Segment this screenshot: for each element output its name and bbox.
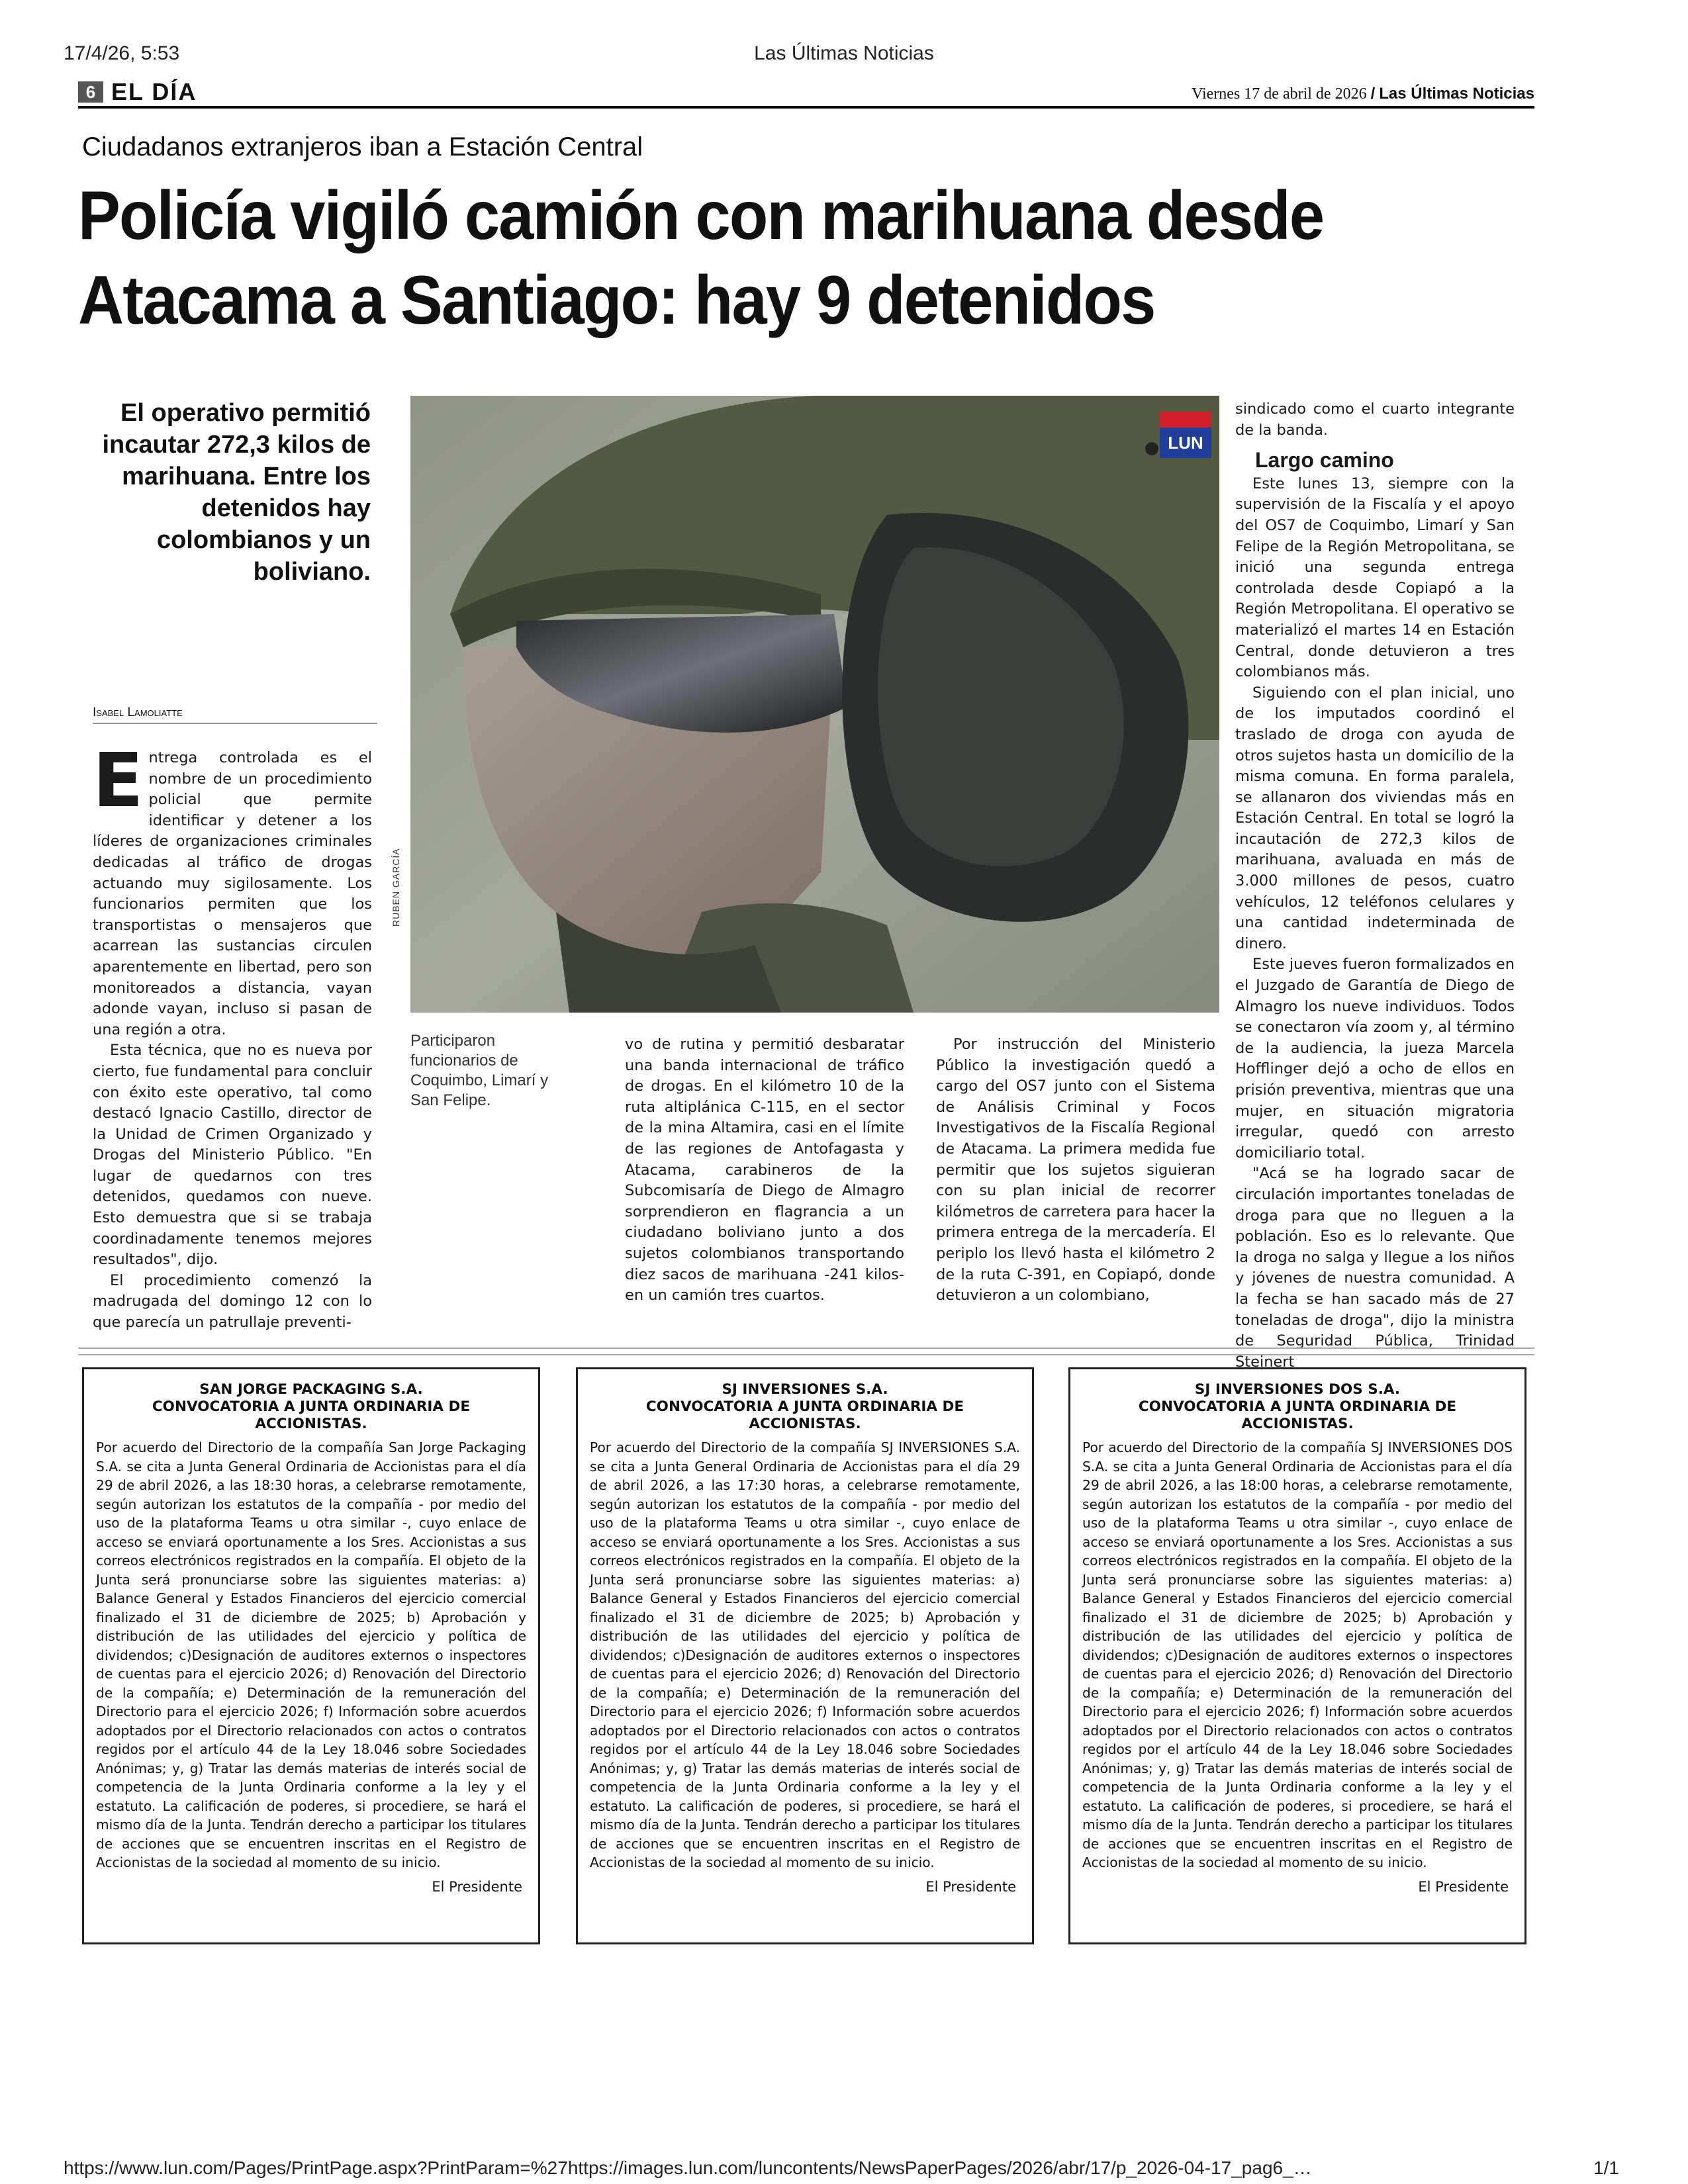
notice-signature: El Presidente — [432, 1878, 522, 1895]
section-name: EL DÍA — [111, 78, 197, 105]
headline-line-1: Policía vigiló camión con marihuana desde — [78, 177, 1324, 254]
header-rule — [78, 106, 1534, 109]
paragraph-3: El procedimiento comenzó la madrugada del domingo 12 con lo que parecía un patrullaje preventi- — [93, 1271, 372, 1332]
article-column-4 — [1235, 399, 1515, 1373]
paragraph-5: Por instrucción del Ministerio Público la investigación quedó a cargo del OS7 junto con el Sistema de Análisis Criminal y Focos Investigativos de la Fiscalía Regional de Atacama. La primera medida fue permitir que los sujetos siguieran con su plan inicial de recorrer kilómetros de carretera para hacer la primera entrega de la mercadería. El periplo los llevó hasta el kilómetro 2 de la ruta C-391, en Copiapó, donde detuvieron a un colombiano, — [936, 1036, 1215, 1304]
subheading: Largo camino — [1255, 448, 1394, 473]
article-lead: El operativo permitió incautar 272,3 kilos de marihuana. Entre los detenidos hay colombianos y un boliviano. — [102, 399, 371, 586]
notice-signature: El Presidente — [1418, 1878, 1509, 1895]
lun-logo — [1160, 412, 1219, 465]
notice-body: Por acuerdo del Directorio de la compañía SJ INVERSIONES DOS S.A. se cita a Junta General Ordinaria de Accionistas para el día 29 de abril 2026, a las 18:00 horas, a celebrarse remotamente, según autorizan los estatutos de la compañía - por medio del uso de la plataforma Teams u otra similar -, cuyo enlace de acceso se enviará oportunamente a los Sres. Accionistas a sus correos electrónicos registrados en la compañía. El objeto de la Junta será pronunciarse sobre las siguientes materias: a) Balance General y Estados Financieros del ejercicio comercial finalizado el 31 de diciembre de 2025; b) Aprobación y distribución de las utilidades del ejercicio y política de dividendos; c)Designación de auditores externos o inspectores de cuentas para el ejercicio 2026; d) Renovación del Directorio de la compañía; e) Determinación de la remuneración del Directorio para el ejercicio 2026; f) Información sobre acuerdos adoptados por el Directorio relacionados con actos o contratos regidos por el artículo 44 de la Ley 18.046 sobre Sociedades Anónimas; y, g) Tratar las demás materias de interés social de competencia de la Junta Ordinaria conforme a la ley y el estatuto. La calificación de poderes, si procediere, se hará el mismo día de la Junta. Tendrán derecho a participar los titulares de acciones que se encuentren inscritas en el Registro de Accionistas de la sociedad al momento de su inicio. — [1082, 1439, 1513, 1870]
page-number: 6 — [78, 81, 103, 103]
article-column-3 — [936, 1034, 1215, 1306]
paragraph-1-text: ntrega controlada es el nombre de un procedimiento policial que permite identificar y detener a los líderes de organizaciones criminales dedicadas al tráfico de drogas actuando muy sigilosamente. Los funcionarios permiten que los transportistas o mensajeros que acarrean las sustancias circulen aparentemente en libertad, pero son monitoreados a distancia, vayan adonde vayan, incluso si pasan de una región a otra. — [93, 749, 372, 1038]
photo-credit: RUBEN GARCÍA — [391, 848, 401, 927]
paragraph-8: Siguiendo con el plan inicial, uno de los imputados coordinó el traslado de droga con ayuda de otros sujetos hasta un domicilio de la misma comuna. En forma paralela, se allanaron dos viviendas más en Estación Central. En total se logró la incautación de 272,3 kilos de marihuana, avaluada en más de 3.000 millones de pesos, cuatro vehículos, 12 teléfonos celulares y una cantidad indeterminada de dinero. — [1235, 684, 1515, 952]
paragraph-7: Este lunes 13, siempre con la supervisión de la Fiscalía y el apoyo del OS7 de Coquimbo, Limarí y San Felipe de la Región Metropolitana, se inició una segunda entrega controlada desde Copiapó a la Región Metropolitana. El operativo se materializó el martes 14 en Estación Central, donde detuvieron a tres colombianos más. — [1235, 475, 1515, 681]
soldier-photo-illustration — [410, 396, 1219, 1013]
article-column-2 — [625, 1034, 904, 1306]
notice-company: SJ INVERSIONES S.A. — [722, 1381, 888, 1398]
byline: Isabel Lamoliatte — [93, 705, 377, 724]
print-url: https://www.lun.com/Pages/PrintPage.aspx?PrintParam=%27https://images.lun.com/luncontents/NewsPaperPages/2026/abr/17/p_2026-04-17_pag6_… — [64, 2158, 1312, 2178]
notice-title: CONVOCATORIA A JUNTA ORDINARIA DE ACCIONISTAS. — [1138, 1398, 1457, 1432]
notice-company: SAN JORGE PACKAGING S.A. — [199, 1381, 423, 1398]
photo-caption: Participaron funcionarios de Coquimbo, Limarí y San Felipe. — [410, 1032, 549, 1109]
paragraph-4: vo de rutina y permitió desbaratar una banda internacional de tráfico de drogas. En el kilómetro 10 de la ruta altiplánica C-115, en el sector de la mina Altamira, casi en el límite de las regiones de Antofagasta y Atacama, carabineros de la Subcomisaría de Diego de Almagro sorprendieron en flagrancia a un ciudadano boliviano junto a dos sujetos colombianos transportando diez sacos de marihuana -241 kilos- en un camión tres cuartos. — [625, 1036, 904, 1304]
article-photo — [410, 396, 1219, 1013]
paragraph-6: sindicado como el cuarto integrante de la banda. — [1235, 400, 1515, 439]
legal-notice — [1068, 1367, 1526, 1944]
paper-name: Las Últimas Noticias — [1379, 85, 1534, 103]
paragraph-10: "Acá se ha logrado sacar de circulación importantes toneladas de droga para que no lleguen a la población. Eso es lo relevante. Que la droga no salga y llegue a los niños y jóvenes de nuestra comunidad. A la fecha se han sacado más de 27 toneladas de droga", dijo la ministra de Seguridad Pública, Trinidad Steinert — [1235, 1165, 1515, 1371]
legal-notice — [82, 1367, 540, 1944]
lun-logo-text: LUN — [1168, 433, 1203, 453]
notice-body: Por acuerdo del Directorio de la compañía San Jorge Packaging S.A. se cita a Junta General Ordinaria de Accionistas para el día 29 de abril 2026, a las 18:30 horas, a celebrarse remotamente, según autorizan los estatutos de la compañía - por medio del uso de la plataforma Teams u otra similar -, cuyo enlace de acceso se enviará oportunamente a los Sres. Accionistas a sus correos electrónicos registrados en la compañía. El objeto de la Junta será pronunciarse sobre las siguientes materias: a) Balance General y Estados Financieros del ejercicio comercial finalizado el 31 de diciembre de 2025; b) Aprobación y distribución de las utilidades del ejercicio y política de dividendos; c)Designación de auditores externos o inspectores de cuentas para el ejercicio 2026; d) Renovación del Directorio de la compañía; e) Determinación de la remuneración del Directorio para el ejercicio 2026; f) Información sobre acuerdos adoptados por el Directorio relacionados con actos o contratos regidos por el artículo 44 de la Ley 18.046 sobre Sociedades Anónimas; y, g) Tratar las demás materias de interés social de competencia de la Junta Ordinaria conforme a la ley y el estatuto. La calificación de poderes, si procediere, se hará el mismo día de la Junta. Tendrán derecho a participar los titulares de acciones que se encuentren inscritas en el Registro de Accionistas de la sociedad al momento de su inicio. — [96, 1439, 526, 1870]
print-timestamp: 17/4/26, 5:53 — [64, 42, 180, 64]
section-header — [78, 78, 197, 106]
dateline-separator: / — [1370, 85, 1376, 103]
notice-title: CONVOCATORIA A JUNTA ORDINARIA DE ACCIONISTAS. — [152, 1398, 471, 1432]
article-kicker: Ciudadanos extranjeros iban a Estación Central — [82, 132, 643, 161]
section-divider — [78, 1347, 1534, 1355]
article-column-1 — [93, 738, 372, 1334]
headline-line-2: Atacama a Santiago: hay 9 detenidos — [78, 262, 1155, 339]
legal-notice — [576, 1367, 1034, 1944]
article-headline — [78, 173, 1436, 343]
notice-signature: El Presidente — [925, 1878, 1016, 1895]
paragraph-9: Este jueves fueron formalizados en el Juzgado de Garantía de Diego de Almagro los nueve individuos. Todos se conectaron vía zoom y, al término de la audiencia, la jueza Marcela Hofflinger dejó a ocho de ellos en prisión preventiva, mientras que una mujer, en situación migratoria irregular, quedó con arresto domiciliario total. — [1235, 956, 1515, 1161]
paragraph-1 — [93, 738, 372, 1040]
notice-title: CONVOCATORIA A JUNTA ORDINARIA DE ACCIONISTAS. — [645, 1398, 964, 1432]
notice-body: Por acuerdo del Directorio de la compañía SJ INVERSIONES S.A. se cita a Junta General Ordinaria de Accionistas para el día 29 de abril 2026, a las 17:30 horas, a celebrarse remotamente, según autorizan los estatutos de la compañía - por medio del uso de la plataforma Teams u otra similar -, cuyo enlace de acceso se enviará oportunamente a los Sres. Accionistas a sus correos electrónicos registrados en la compañía. El objeto de la Junta será pronunciarse sobre las siguientes materias: a) Balance General y Estados Financieros del ejercicio comercial finalizado el 31 de diciembre de 2025; b) Aprobación y distribución de las utilidades del ejercicio y política de dividendos; c)Designación de auditores externos o inspectores de cuentas para el ejercicio 2026; d) Renovación del Directorio de la compañía; e) Determinación de la remuneración del Directorio para el ejercicio 2026; f) Información sobre acuerdos adoptados por el Directorio relacionados con actos o contratos regidos por el artículo 44 de la Ley 18.046 sobre Sociedades Anónimas; y, g) Tratar las demás materias de interés social de competencia de la Junta Ordinaria conforme a la ley y el estatuto. La calificación de poderes, si procediere, se hará el mismo día de la Junta. Tendrán derecho a participar los titulares de acciones que se encuentren inscritas en el Registro de Accionistas de la sociedad al momento de su inicio. — [590, 1439, 1020, 1870]
paragraph-2: Esta técnica, que no es nueva por cierto, fue fundamental para concluir con éxito este operativo, tal como destacó Ignacio Castillo, director de la Unidad de Crimen Organizado y Drogas del Ministerio Público. "En lugar de quedarnos con tres detenidos, quedamos con nueve. Esto demuestra que si se trabaja coordinadamente tenemos mejores resultados", dijo. — [93, 1042, 372, 1269]
notice-company: SJ INVERSIONES DOS S.A. — [1194, 1381, 1401, 1398]
drop-cap: E — [93, 738, 144, 824]
print-page-title: Las Últimas Noticias — [754, 42, 934, 64]
issue-date: Viernes 17 de abril de 2026 — [1192, 85, 1367, 103]
dateline — [1192, 85, 1534, 103]
print-page-count: 1/1 — [1593, 2158, 1619, 2178]
